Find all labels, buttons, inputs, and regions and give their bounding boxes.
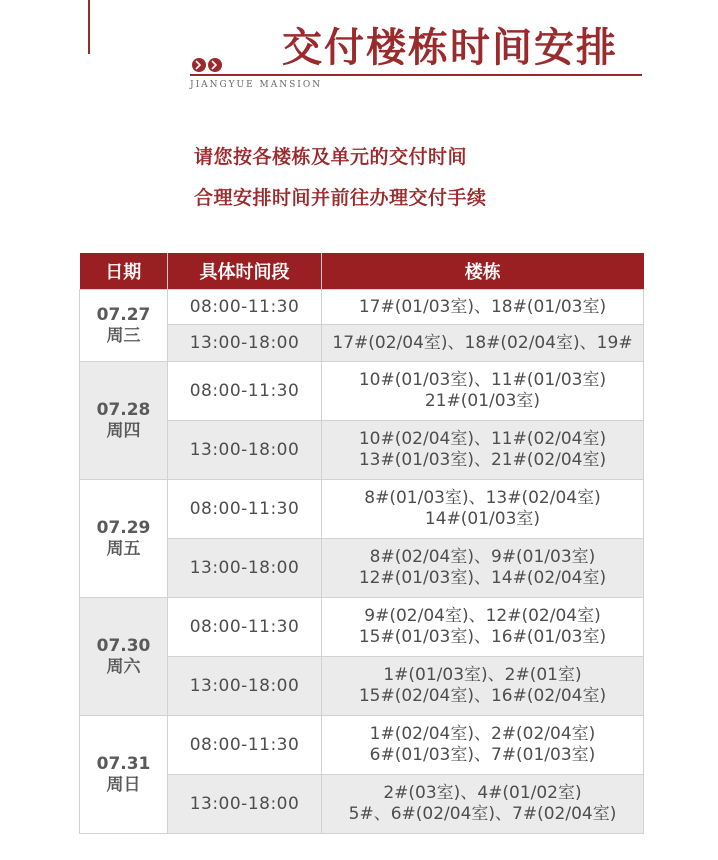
table-row (80, 290, 644, 325)
table-row (80, 598, 644, 657)
time-cell: 13:00-18:00 (168, 775, 322, 834)
date-cell (80, 598, 168, 716)
date-label: 07.29 (96, 517, 151, 538)
building-cell (322, 362, 644, 421)
weekday-label: 周三 (106, 325, 141, 346)
building-cell (322, 775, 644, 834)
building-line: 8#(01/03室)、13#(02/04室) (364, 488, 601, 508)
building-line: 15#(02/04室)、16#(02/04室) (358, 686, 607, 706)
decor-vertical-line (88, 0, 90, 54)
building-line: 10#(01/03室)、11#(01/03室) (358, 370, 607, 390)
date-cell (80, 480, 168, 598)
building-line: 1#(01/03室)、2#(01室) (383, 665, 582, 685)
building-cell (322, 539, 644, 598)
time-cell: 13:00-18:00 (168, 421, 322, 480)
brand-logo-icon (190, 56, 240, 74)
building-line: 21#(01/03室) (424, 391, 541, 411)
time-cell: 08:00-11:30 (168, 290, 322, 325)
date-cell (80, 362, 168, 480)
table-row (80, 362, 644, 421)
header-time: 具体时间段 (168, 253, 322, 290)
building-cell (322, 480, 644, 539)
weekday-label: 周五 (106, 538, 141, 559)
time-cell: 08:00-11:30 (168, 716, 322, 775)
date-label: 07.28 (96, 399, 151, 420)
building-line: 17#(02/04室)、18#(02/04室)、19# (332, 332, 633, 353)
time-cell: 13:00-18:00 (168, 325, 322, 362)
building-line: 17#(01/03室)、18#(01/03室) (358, 296, 607, 317)
building-cell (322, 716, 644, 775)
building-line: 8#(02/04室)、9#(01/03室) (369, 547, 596, 567)
building-line: 9#(02/04室)、12#(02/04室) (364, 606, 601, 626)
time-cell: 08:00-11:30 (168, 362, 322, 421)
header-date: 日期 (80, 253, 168, 290)
schedule-table (79, 253, 644, 834)
weekday-label: 周六 (106, 656, 141, 677)
building-cell (322, 657, 644, 716)
intro-line-1: 请您按各楼栋及单元的交付时间 (194, 146, 468, 168)
header-building: 楼栋 (322, 253, 644, 290)
building-line: 5#、6#(02/04室)、7#(02/04室) (348, 804, 617, 824)
building-line: 15#(01/03室)、16#(01/03室) (358, 627, 607, 647)
building-cell (322, 325, 644, 362)
date-label: 07.27 (96, 304, 151, 325)
weekday-label: 周四 (106, 420, 141, 441)
brand-name: JIANGYUE MANSION (190, 80, 323, 90)
table-header-row (80, 253, 644, 290)
building-line: 13#(01/03室)、21#(02/04室) (358, 450, 607, 470)
date-label: 07.31 (96, 753, 151, 774)
title-divider (190, 74, 642, 76)
table-row (80, 716, 644, 775)
building-line: 12#(01/03室)、14#(02/04室) (358, 568, 607, 588)
table-row (80, 480, 644, 539)
building-cell (322, 598, 644, 657)
time-cell: 08:00-11:30 (168, 480, 322, 539)
building-line: 1#(02/04室)、2#(02/04室) (369, 724, 596, 744)
date-label: 07.30 (96, 635, 151, 656)
building-cell (322, 421, 644, 480)
weekday-label: 周日 (106, 774, 141, 795)
building-line: 10#(02/04室)、11#(02/04室) (358, 429, 607, 449)
time-cell: 08:00-11:30 (168, 598, 322, 657)
date-cell (80, 290, 168, 362)
time-cell: 13:00-18:00 (168, 657, 322, 716)
page-title: 交付楼栋时间安排 (282, 24, 618, 71)
building-line: 6#(01/03室)、7#(01/03室) (369, 745, 596, 765)
date-cell (80, 716, 168, 834)
building-cell (322, 290, 644, 325)
building-line: 2#(03室)、4#(01/02室) (383, 783, 582, 803)
building-line: 14#(01/03室) (424, 509, 541, 529)
time-cell: 13:00-18:00 (168, 539, 322, 598)
intro-line-2: 合理安排时间并前往办理交付手续 (194, 187, 487, 209)
